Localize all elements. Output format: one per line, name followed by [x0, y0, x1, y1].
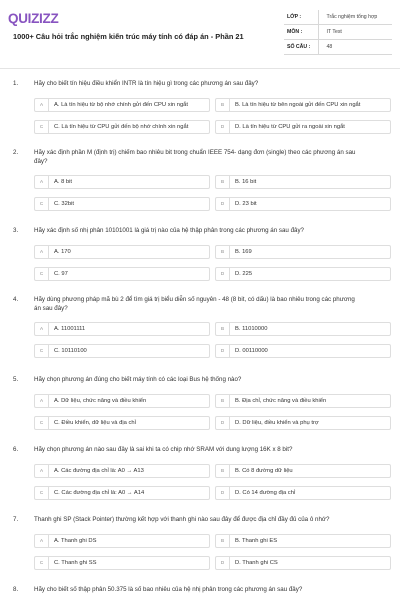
meta-value: 48 — [318, 40, 392, 55]
option-text: B. 16 bit — [235, 179, 257, 185]
answer-option-c[interactable] — [34, 197, 210, 211]
metadata-table — [284, 10, 392, 55]
option-letter-badge: B — [216, 176, 230, 188]
svg-text:QUIZIZZ: QUIZIZZ — [8, 11, 59, 26]
answer-option-a[interactable] — [34, 98, 210, 112]
option-letter-badge: C — [35, 417, 49, 429]
answer-option-a[interactable] — [34, 175, 210, 189]
option-letter-badge: C — [35, 345, 49, 357]
option-text: A. 170 — [54, 249, 71, 255]
question-text: Hãy xác định phần M (định trị) chiếm bao nhiêu bit trong chuẩn IEEE 754- dạng đơn (single) theo các phương án sau đây? — [34, 149, 356, 165]
option-text: A. 8 bit — [54, 179, 73, 185]
answer-option-c[interactable] — [34, 267, 210, 281]
option-letter-badge: D — [216, 557, 230, 569]
option-letter-badge: D — [216, 121, 230, 133]
option-text: D. 00110000 — [235, 348, 268, 354]
option-text: B. Địa chỉ, chức năng và điều khiển — [235, 398, 327, 404]
answer-option-a[interactable] — [34, 245, 210, 259]
question-number: 5. — [13, 376, 19, 383]
answer-option-c[interactable] — [34, 120, 210, 134]
meta-value: IT Test — [318, 25, 392, 40]
option-letter-badge: D — [216, 345, 230, 357]
option-letter-badge: C — [35, 198, 49, 210]
meta-value: Trắc nghiệm tổng hợp — [318, 10, 392, 25]
option-letter-badge: C — [35, 268, 49, 280]
option-text: B. 11010000 — [235, 326, 268, 332]
option-text: D. 225 — [235, 271, 253, 277]
option-text: B. 169 — [235, 249, 252, 255]
option-text: C. 97 — [54, 271, 68, 277]
option-text: B. Là tín hiệu từ bên ngoài gửi đến CPU xin ngắt — [235, 102, 361, 108]
option-letter-badge: A — [35, 535, 49, 547]
question-number: 1. — [13, 80, 19, 87]
answer-option-a[interactable] — [34, 534, 210, 548]
option-text: A. Thanh ghi DS — [54, 538, 97, 544]
answer-option-c[interactable] — [34, 486, 210, 500]
answer-option-a[interactable] — [34, 394, 210, 408]
option-text: C. Là tín hiệu từ CPU gửi đến bộ nhớ chính xin ngắt — [54, 124, 189, 130]
question-text: Hãy chọn phương án nào sau đây là sai khi ta có chip nhớ SRAM với dung lượng 16K x 8 bit? — [34, 446, 293, 453]
question-number: 6. — [13, 446, 19, 453]
answer-option-c[interactable] — [34, 416, 210, 430]
option-letter-badge: A — [35, 395, 49, 407]
document-header — [0, 0, 400, 68]
option-letter-badge: B — [216, 465, 230, 477]
option-text: A. 11001111 — [54, 326, 86, 332]
option-text: D. 23 bit — [235, 201, 257, 207]
option-text: C. Thanh ghi SS — [54, 560, 97, 566]
option-letter-badge: D — [216, 487, 230, 499]
option-letter-badge: B — [216, 535, 230, 547]
quizizz-logo-icon — [8, 10, 62, 26]
question-number: 2. — [13, 149, 19, 156]
answer-option-d[interactable] — [215, 486, 391, 500]
option-letter-badge: B — [216, 246, 230, 258]
question-text: Thanh ghi SP (Stack Pointer) thường kết hợp với thanh ghi nào sau đây để được địa chỉ đầy đủ của ô nhớ? — [34, 516, 330, 523]
option-letter-badge: B — [216, 323, 230, 335]
question-text: Hãy dùng phương pháp mã bù 2 để tìm giá trị biểu diễn số nguyên - 48 (8 bit, có dấu) là bao nhiêu trong các phương án sau đây? — [34, 296, 355, 312]
answer-option-b[interactable] — [215, 245, 391, 259]
option-letter-badge: C — [35, 487, 49, 499]
option-letter-badge: B — [216, 395, 230, 407]
question-number: 3. — [13, 227, 19, 234]
answer-option-d[interactable] — [215, 267, 391, 281]
option-letter-badge: A — [35, 465, 49, 477]
option-text: C. Các đường địa chỉ là: A0 → A14 — [54, 490, 145, 496]
option-text: A. Dữ liệu, chức năng và điều khiển — [54, 398, 147, 404]
answer-option-b[interactable] — [215, 175, 391, 189]
answer-option-b[interactable] — [215, 98, 391, 112]
question-text: Hãy cho biết số thập phân 50.375 là số bao nhiêu của hệ nhị phân trong các phương án sau đây? — [34, 586, 303, 593]
meta-label: MÔN : — [284, 25, 318, 40]
question-text: Hãy xác định số nhị phân 10101001 là giá trị nào của hệ thập phân trong các phương án sau đây? — [34, 227, 304, 234]
answer-option-a[interactable] — [34, 464, 210, 478]
answer-option-b[interactable] — [215, 322, 391, 336]
meta-label: SỐ CÂU : — [284, 40, 318, 55]
option-letter-badge: D — [216, 417, 230, 429]
quizizz-logo[interactable] — [8, 10, 62, 26]
option-text: A. Các đường địa chỉ là: A0 → A13 — [54, 468, 144, 474]
option-letter-badge: D — [216, 268, 230, 280]
option-text: D. Có 14 đường địa chỉ — [235, 490, 296, 496]
option-text: A. Là tín hiệu từ bộ nhớ chính gửi đến CPU xin ngắt — [54, 102, 189, 108]
option-letter-badge: B — [216, 99, 230, 111]
option-text: D. Dữ liệu, điều khiển và phụ trợ — [235, 420, 319, 426]
option-text: D. Thanh ghi CS — [235, 560, 278, 566]
option-letter-badge: C — [35, 557, 49, 569]
option-letter-badge: A — [35, 176, 49, 188]
meta-row-subject — [284, 25, 392, 40]
option-letter-badge: A — [35, 323, 49, 335]
answer-option-c[interactable] — [34, 556, 210, 570]
question-number: 8. — [13, 586, 19, 593]
answer-option-d[interactable] — [215, 197, 391, 211]
meta-row-count — [284, 40, 392, 55]
question-number: 4. — [13, 296, 19, 303]
option-letter-badge: A — [35, 99, 49, 111]
answer-option-b[interactable] — [215, 394, 391, 408]
answer-option-b[interactable] — [215, 464, 391, 478]
question-text: Hãy cho biết tín hiệu điều khiển INTR là tín hiệu gì trong các phương án sau đây? — [34, 80, 259, 87]
header-divider — [0, 68, 400, 69]
answer-option-c[interactable] — [34, 344, 210, 358]
option-text: B. Thanh ghi ES — [235, 538, 278, 544]
option-text: C. 10110100 — [54, 348, 87, 354]
option-text: B. Có 8 đường dữ liệu — [235, 468, 293, 474]
answer-option-d[interactable] — [215, 556, 391, 570]
answer-option-d[interactable] — [215, 120, 391, 134]
question-number: 7. — [13, 516, 19, 523]
option-letter-badge: D — [216, 198, 230, 210]
meta-label: LỚP : — [284, 10, 318, 25]
document-title: 1000+ Câu hỏi trắc nghiệm kiến trúc máy tính có đáp án - Phần 21 — [13, 32, 244, 41]
option-letter-badge: A — [35, 246, 49, 258]
question-text: Hãy chọn phương án đúng cho biết máy tính có các loại Bus hệ thống nào? — [34, 376, 242, 383]
answer-option-a[interactable] — [34, 322, 210, 336]
option-letter-badge: C — [35, 121, 49, 133]
option-text: D. Là tín hiệu từ CPU gửi ra ngoài xin ngắt — [235, 124, 345, 130]
option-text: C. 32bit — [54, 201, 74, 207]
answer-option-d[interactable] — [215, 344, 391, 358]
answer-option-d[interactable] — [215, 416, 391, 430]
meta-row-class — [284, 10, 392, 25]
option-text: C. Điều khiển, dữ liệu và địa chỉ — [54, 420, 136, 426]
answer-option-b[interactable] — [215, 534, 391, 548]
